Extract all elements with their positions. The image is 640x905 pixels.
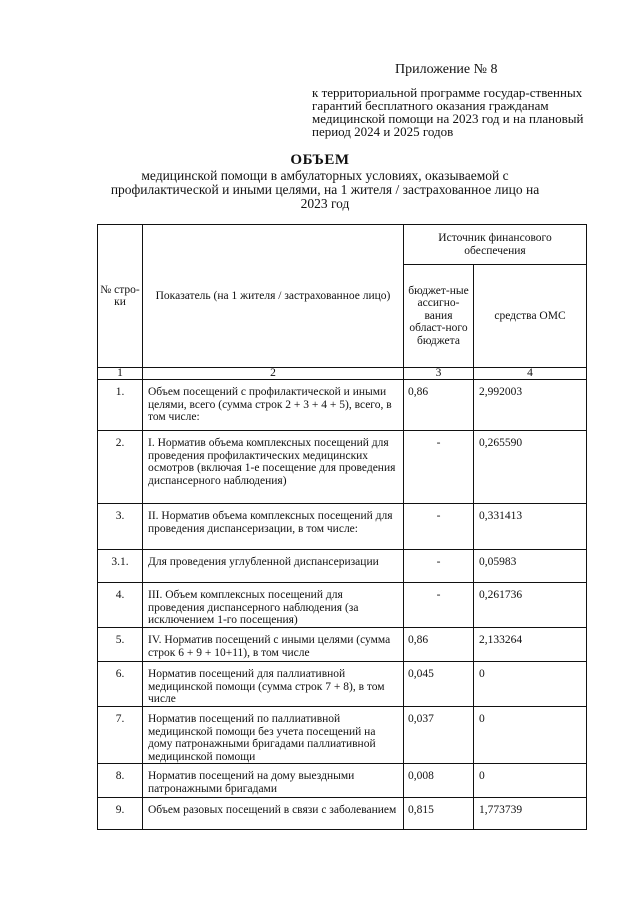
row-indicator: III. Объем комплексных посещений для проведения диспансерного наблюдения (за исключением 1-го посещения) [143,583,404,628]
row-budget-value: 0,045 [404,662,474,707]
row-budget-value: 0,037 [404,707,474,764]
row-indicator: Норматив посещений на дому выездными патронажными бригадами [143,764,404,798]
row-number: 3. [98,504,143,550]
document-subtitle: медицинской помощи в амбулаторных условиях, оказываемой с профилактической и иными целями, на 1 жителя / застрахованное лицо на 2023 год [110,168,540,211]
table-row [98,764,587,798]
table-row [98,380,587,431]
table-row [98,504,587,550]
row-oms-value: 0 [474,764,587,798]
row-oms-value: 0 [474,662,587,707]
appendix-text: к территориальной программе государ-ственных гарантий бесплатного оказания гражданам медицинской помощи на 2023 год и на плановый период 2024 и 2025 годов [312,85,584,139]
table-row [98,550,587,583]
row-number: 4. [98,583,143,628]
row-oms-value: 0,265590 [474,431,587,504]
table-row [98,431,587,504]
header-funding-source: Источник финансового обеспечения [404,225,587,265]
row-budget-value: 0,86 [404,380,474,431]
header-indicator: Показатель (на 1 жителя / застрахованное лицо) [143,225,404,368]
row-indicator: Для проведения углубленной диспансеризации [143,550,404,583]
row-oms-value: 2,992003 [474,380,587,431]
row-indicator: Объем разовых посещений в связи с заболеванием [143,798,404,830]
table-row [98,662,587,707]
row-oms-value: 0,05983 [474,550,587,583]
row-number: 6. [98,662,143,707]
row-number: 9. [98,798,143,830]
row-number: 5. [98,628,143,662]
row-number: 3.1. [98,550,143,583]
row-budget-value: 0,815 [404,798,474,830]
header-oms: средства ОМС [474,265,587,368]
row-oms-value: 2,133264 [474,628,587,662]
row-indicator: Норматив посещений для паллиативной медицинской помощи (сумма строк 7 + 8), в том числе [143,662,404,707]
table-row [98,583,587,628]
row-oms-value: 0 [474,707,587,764]
column-number-row [98,368,587,380]
column-number: 1 [98,368,143,380]
row-number: 1. [98,380,143,431]
table-row [98,707,587,764]
row-budget-value: - [404,550,474,583]
row-indicator: Объем посещений с профилактической и иными целями, всего (сумма строк 2 + 3 + 4 + 5), всего, в том числе: [143,380,404,431]
row-oms-value: 0,261736 [474,583,587,628]
row-budget-value: 0,008 [404,764,474,798]
row-number: 8. [98,764,143,798]
row-indicator: I. Норматив объема комплексных посещений для проведения профилактических медицинских осмотров (включая 1-е посещение для проведения диспансерного наблюдения) [143,431,404,504]
row-budget-value: - [404,431,474,504]
row-oms-value: 0,331413 [474,504,587,550]
appendix-title: Приложение № 8 [395,62,498,77]
row-budget-value: - [404,504,474,550]
row-indicator: Норматив посещений по паллиативной медицинской помощи без учета посещений на дому патронажными бригадами паллиативной медицинской помощи [143,707,404,764]
table-row [98,628,587,662]
column-number: 4 [474,368,587,380]
row-budget-value: 0,86 [404,628,474,662]
table-row [98,798,587,830]
row-indicator: II. Норматив объема комплексных посещений для проведения диспансеризации, в том числе: [143,504,404,550]
document-title: ОБЪЕМ [290,152,350,168]
row-oms-value: 1,773739 [474,798,587,830]
column-number: 2 [143,368,404,380]
row-indicator: IV. Норматив посещений с иными целями (сумма строк 6 + 9 + 10+11), в том числе [143,628,404,662]
row-number: 2. [98,431,143,504]
header-budget: бюджет-ные ассигно-вания област-ного бюджета [404,265,474,368]
volume-table [97,224,587,830]
row-budget-value: - [404,583,474,628]
row-number: 7. [98,707,143,764]
column-number: 3 [404,368,474,380]
header-row-no: № стро-ки [98,225,143,368]
